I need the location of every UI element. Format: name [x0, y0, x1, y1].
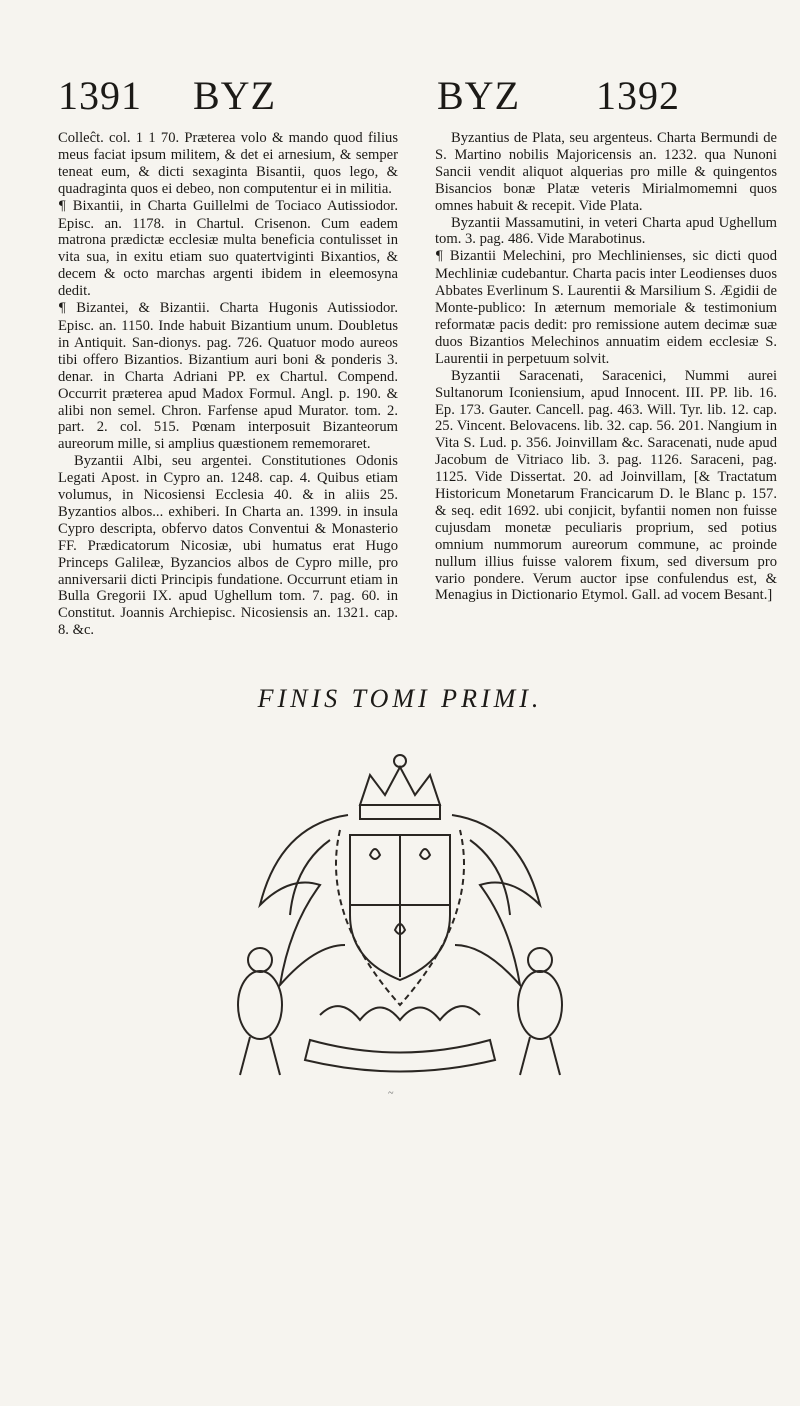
entry-paragraph: [58, 198, 398, 300]
pilcrow-icon: ¶: [58, 198, 67, 214]
keyword-left: BYZ: [193, 73, 276, 118]
running-header: [0, 68, 800, 124]
pilcrow-icon: ¶: [58, 301, 67, 317]
royal-arms-emblem-icon: [220, 745, 580, 1085]
finis-line: FINIS TOMI PRIMI.: [257, 684, 543, 713]
entry-paragraph: Byzantius de Plata, seu argenteus. Charta Bermundi de S. Martino nobilis Majoricensis an. 1232. qua Nunoni Sancii vendit aliquot alquerias pro mille & quingentos Bisancios bonæ Platæ veteris Mirialmomemni quos omnes habuit & recepit. Vide Plata.: [435, 130, 777, 214]
entry-text: Bizantei, & Bizantii. Charta Hugonis Autissiodor. Episc. an. 1150. Inde habuit Bizantium unum. Doubletus in Antiquit. San-dionys. pag. 726. Quatuor modo aureos tibi offero Bizantios. Bizantium auri boni & ponderis 3. denar. in Charta Adriani PP. ex Chartul. Compend. Occurrit præterea apud Madox Formul. Angl. p. 190. & alibi non semel. Chron. Farfense apud Murator. tom. 2. part. 2. col. 515. Pœnam interposuit Bizanteorum aureorum mille, si amplius quæstionem rememoraret.: [58, 300, 398, 453]
entry-paragraph: Colleĉt. col. 1 1 70. Præterea volo & mando quod filius meus faciat ipsum militem, & det ei arnesium, & semper teneat eum, & dicti sexaginta Bisantii, quos lego, & quadraginta quos ei debeo, non computentur ei in militia.: [58, 130, 398, 197]
left-column: [58, 130, 398, 639]
page-number-left: 1391: [58, 73, 142, 118]
engraver-signature: ~: [388, 1088, 394, 1099]
entry-text: Bixantii, in Charta Guillelmi de Tociaco Autissiodor. Episc. an. 1178. in Chartul. Crisenon. Cum eadem matrona prædictæ ecclesiæ multa beneficia contulisset in vita sua, in exitu etiam suo quatertviginti Bixantios, & decem & octo marchas argenti ibidem in eleemosyna dedit.: [58, 197, 398, 300]
keyword-right: BYZ: [437, 73, 520, 118]
right-column: [435, 130, 777, 604]
entry-paragraph: Byzantii Saracenati, Saracenici, Nummi aurei Sultanorum Iconiensium, apud Innocent. III. PP. lib. 16. Ep. 173. Gauter. Cancell. pag. 463. Will. Tyr. lib. 12. cap. 25. Vincent. Belovacens. lib. 32. cap. 56. 201. Nangium in Vita S. Lud. p. 356. Joinvillam &c. Saracenati, nude apud Jacobum de Vitriaco lib. 3. pag. 1126. Saraceni, pag. 1125. Vide Dissertat. 20. ad Joinvillam, [& Tractatum Historicum Monetarum Francicarum D. le Blanc p. 157. & seq. edit 1692. ubi conjicit, byfantii nomen non fuisse cujusdam monetæ peculiaris proprium, sed potius omnium nummorum aureorum commune, ac proinde nullum illius fuisse valorem fixum, sed diversum pro vario pondere. Verum auctor ipse confulendus est, & Menagius in Dictionario Etymol. Gall. ad vocem Besant.]: [435, 367, 777, 604]
entry-paragraph: [435, 248, 777, 367]
entry-paragraph: Byzantii Massamutini, in veteri Charta apud Ughellum tom. 3. pag. 486. Vide Marabotinus.: [435, 214, 777, 248]
pilcrow-icon: ¶: [435, 249, 444, 265]
entry-paragraph: Byzantii Albi, seu argentei. Constitutiones Odonis Legati Apost. in Cypro an. 1248. cap. 4. Quibus etiam volumus, in Nicosiensi Ecclesia 40. & in aliis 25. Byzantios albos... exhiberi. In Charta an. 1399. in insula Cypro descripta, obfervo datos Conventui & Monasterio FF. Prædicatorum Nicosiæ, ubi humatus erat Hugo Princeps Galileæ, Byzancios albos de Cypro mille, pro anniversarii dicti Principis fundatione. Occurrunt etiam in Bulla Gregorii IX. apud Ughellum tom. 7. pag. 60. in Constitut. Joannis Archiepisc. Nicosiensis an. 1321. cap. 8. &c.: [58, 453, 398, 639]
entry-text: Bizantii Melechini, pro Mechlinienses, sic dicti quod Mechliniæ cudebantur. Charta pacis inter Leodienses duos Abbates Everlinum S. Laurentii & Marsilium S. Ægidii de Monte-publico: In æternum memoriale & testimonium reformatæ pacis dedit: pro remissione autem decimæ suæ duos Bizantios Melechinos annuatim eidem ecclesiæ S. Laurentii in perpetuum solvit.: [435, 248, 777, 367]
page-number-right: 1392: [596, 73, 680, 118]
entry-paragraph: [58, 300, 398, 453]
